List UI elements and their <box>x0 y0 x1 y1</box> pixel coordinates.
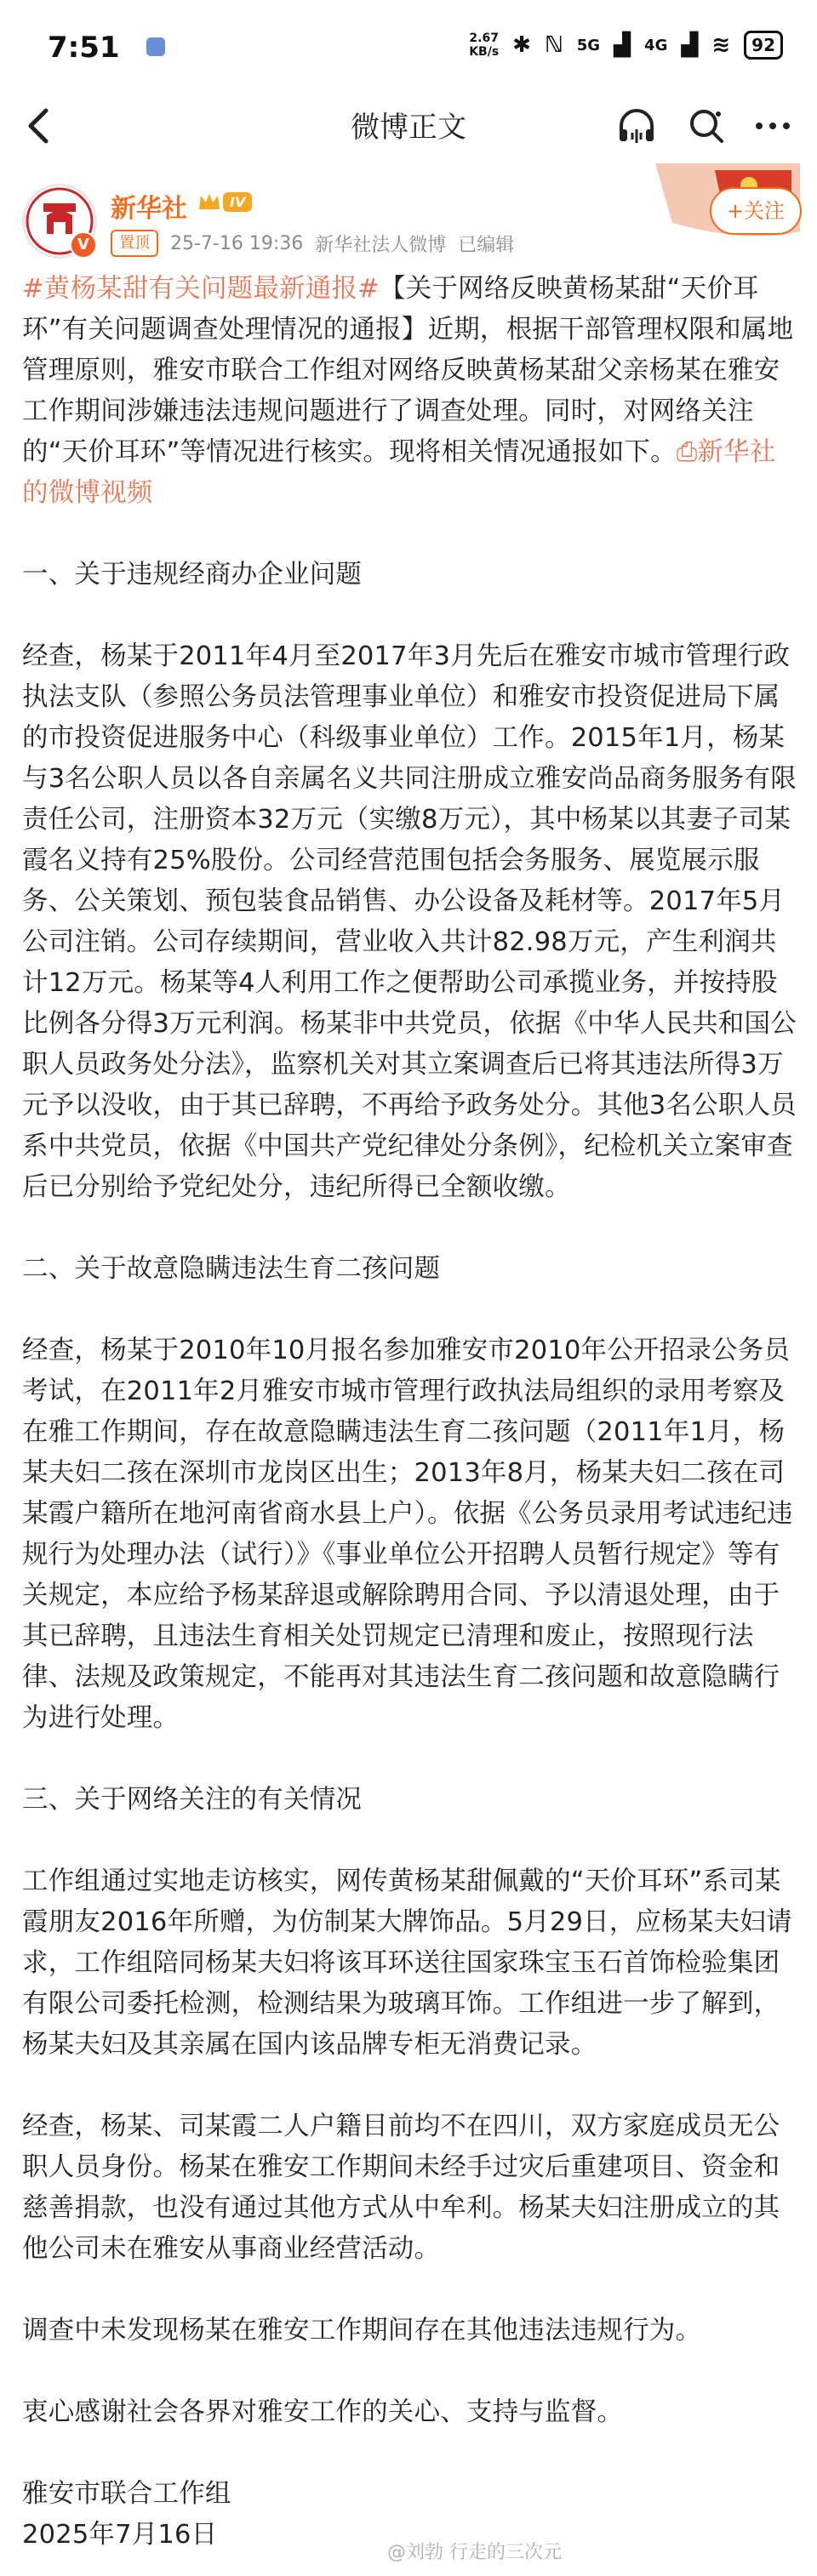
crown-icon <box>197 191 221 213</box>
hashtag-link[interactable]: #黄杨某甜有关问题最新通报# <box>22 274 380 304</box>
post-intro: #黄杨某甜有关问题最新通报#【关于网络反映黄杨某甜“天价耳环”有关问题调查处理情况的通报】近期，根据干部管理权限和属地管理原则，雅安市联合工作组对网络反映黄杨某甜父亲杨某在雅安工作期间涉嫌违法违规问题进行了调查处理。同时，对网络关注的“天价耳环”等情况进行核实。现将相关情况通报如下。⎙新华社的微博视频 <box>22 274 794 508</box>
post-date: 2025年7月16日 <box>22 2520 218 2550</box>
search-icon <box>684 104 728 148</box>
signal-bars-icon: ▟ <box>614 32 631 58</box>
status-icons <box>469 31 783 60</box>
video-link[interactable]: ⎙新华社的微博视频 <box>22 437 776 508</box>
signal-bars-icon-2: ▟ <box>681 32 699 58</box>
nfc-icon: ℕ <box>544 32 563 58</box>
more-dots-icon <box>751 104 795 148</box>
edited-label: 已编辑 <box>458 234 515 256</box>
wifi-icon: ≋ <box>711 32 731 58</box>
section3-body-1: 工作组通过实地走访核实，网传黄杨某甜佩戴的“天价耳环”系司某霞朋友2016年所赠，为仿制某大牌饰品。5月29日，应杨某夫妇请求，工作组陪同杨某夫妇将该耳环送往国家珠宝玉石首饰检验集团有限公司委托检测，检测结果为玻璃耳饰。工作组进一步了解到，杨某夫妇及其亲属在国内该品牌专柜无消费记录。 <box>22 1866 792 2060</box>
conclusion: 调查中未发现杨某在雅安工作期间存在其他违法违规行为。 <box>22 2316 702 2345</box>
pinned-badge: 置顶 <box>111 230 158 257</box>
nav-bar <box>0 85 817 167</box>
post-content <box>22 269 798 2556</box>
section1-body: 经查，杨某于2011年4月至2017年3月先后在雅安市城市管理行政执法支队（参照公务员法管理事业单位）和雅安市投资促进局下属的市投资促进服务中心（科级事业单位）工作。2015年1月，杨某与3名公职人员以各自亲属名义共同注册成立雅安尚品商务服务有限责任公司，注册资本32万元（实缴8万元），其中杨某以其妻子司某霞名义持有25%股份。公司经营范围包括会务服务、展览展示服务、公关策划、预包装食品销售、办公设备及耗材等。2017年5月公司注销。公司存续期间，营业收入共计82.98万元，产生利润共计12万元。杨某等4人利用工作之便帮助公司承揽业务，并按持股比例各分得3万元利润。杨某非中共党员，依据《中华人民共和国公职人员政务处分法》，监察机关对其立案调查后已将其违法所得3万元予以没收，由于其已辞聘，不再给予政务处分。其他3名公职人员系中共党员，依据《中国共产党纪律处分条例》，纪检机关立案审查后已分别给予党纪处分，违纪所得已全额收缴。 <box>22 641 797 1202</box>
thanks: 衷心感谢社会各界对雅安工作的关心、支持与监督。 <box>22 2397 624 2427</box>
listen-button[interactable] <box>614 104 659 148</box>
bluetooth-icon: ✱ <box>512 32 531 58</box>
search-button[interactable] <box>684 104 728 148</box>
verified-badge: V <box>70 231 97 259</box>
section2-body: 经查，杨某于2010年10月报名参加雅安市2010年公开招录公务员考试，在2011年2月雅安市城市管理行政执法局组织的录用考察及在雅工作期间，存在故意隐瞒违法生育二孩问题（2011年1月，杨某夫妇二孩在深圳市龙岗区出生；2013年8月，杨某夫妇二孩在司某霞户籍所在地河南省商水县上户）。依据《公务员录用考试违纪违规行为处理办法（试行）》《事业单位公开招聘人员暂行规定》等有关规定，本应给予杨某辞退或解除聘用合同、予以清退处理，由于其已辞聘，且违法生育相关处罚规定已清理和废止，按照现行法律、法规及政策规定，不能再对其违法生育二孩问题和故意隐瞒行为进行处理。 <box>22 1336 793 1733</box>
signal-4g: 4G <box>644 36 668 54</box>
section3-title: 三、关于网络关注的有关情况 <box>22 1785 363 1815</box>
signature: 雅安市联合工作组 <box>22 2479 231 2509</box>
more-button[interactable] <box>751 104 795 148</box>
section2-title: 二、关于故意隐瞒违法生育二孩问题 <box>22 1254 441 1284</box>
post-meta <box>111 230 514 257</box>
status-time: 7:51 <box>48 31 120 65</box>
section1-title: 一、关于违规经商办企业问题 <box>22 560 363 590</box>
page-title: 微博正文 <box>351 111 466 145</box>
status-bar <box>0 0 817 85</box>
network-speed: 2.67 KB/s <box>469 31 500 59</box>
post-source: 新华社法人微博 <box>315 234 447 256</box>
watermark: @刘勃 行走的三次元 <box>387 2542 562 2563</box>
level-badge: IV <box>223 192 252 212</box>
section3-body-2: 经查，杨某、司某霞二人户籍目前均不在四川，双方家庭成员无公职人员身份。杨某在雅安工作期间未经手过灾后重建项目、资金和慈善捐款，也没有通过其他方式从中牟利。杨某夫妇注册成立的其他公司未在雅安从事商业经营活动。 <box>22 2112 780 2264</box>
post-time: 25-7-16 19:36 <box>170 232 304 254</box>
headphones-icon <box>614 104 659 148</box>
video-link-icon: ⎙ <box>676 437 698 467</box>
app-notification-icon <box>146 37 165 56</box>
author-name[interactable]: 新华社 <box>111 194 187 224</box>
signal-5g: 5G <box>576 36 601 54</box>
follow-button[interactable]: +关注 <box>710 187 802 235</box>
battery-icon: 92 <box>744 31 783 60</box>
